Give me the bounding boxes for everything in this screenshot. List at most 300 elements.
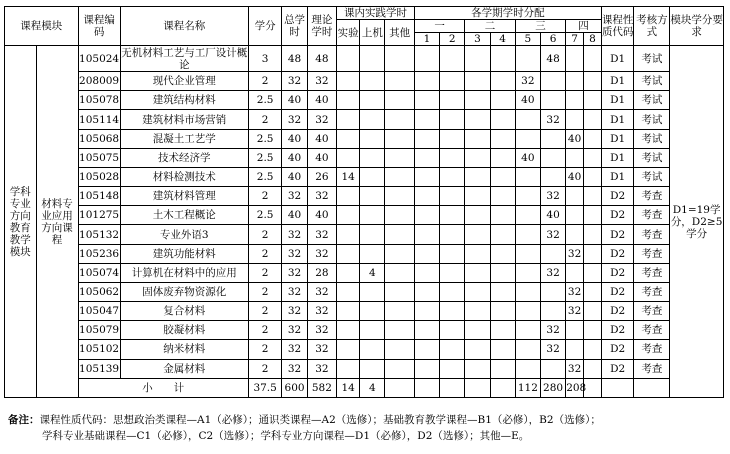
semester-2-hours bbox=[440, 72, 465, 91]
notes-line-1 bbox=[8, 412, 601, 428]
semester-7-hours: 40 bbox=[566, 167, 584, 186]
semester-3-hours bbox=[465, 46, 490, 72]
theory-hours: 40 bbox=[307, 148, 336, 167]
total-hours: 32 bbox=[282, 302, 307, 321]
lab-hours bbox=[337, 91, 360, 110]
semester-3-hours bbox=[465, 72, 490, 91]
course-code: 208009 bbox=[78, 72, 120, 91]
semester-5-hours bbox=[515, 340, 540, 359]
semester-8-hours bbox=[584, 187, 602, 206]
lab-hours bbox=[337, 72, 360, 91]
course-name: 胶凝材料 bbox=[120, 321, 248, 340]
course-credit: 3 bbox=[248, 46, 282, 72]
semester-3-hours bbox=[465, 110, 490, 129]
table-row bbox=[5, 167, 724, 186]
table-row bbox=[5, 110, 724, 129]
total-hours: 40 bbox=[282, 91, 307, 110]
exam-method: 考查 bbox=[634, 340, 670, 359]
lab-hours bbox=[337, 359, 360, 378]
course-credit: 2.5 bbox=[248, 129, 282, 148]
course-credit: 2 bbox=[248, 244, 282, 263]
semester-8-hours bbox=[584, 91, 602, 110]
total-hours: 32 bbox=[282, 187, 307, 206]
semester-1-hours bbox=[414, 110, 439, 129]
course-code: 105075 bbox=[78, 148, 120, 167]
semester-3-hours bbox=[465, 244, 490, 263]
other-hours bbox=[385, 129, 414, 148]
module-name: 学科专业方向教育教学模块 bbox=[5, 46, 37, 398]
total-hours: 32 bbox=[282, 282, 307, 301]
semester-5-hours: 40 bbox=[515, 148, 540, 167]
semester-4-hours bbox=[490, 129, 515, 148]
semester-5-hours bbox=[515, 244, 540, 263]
header-other: 其他 bbox=[385, 20, 414, 46]
semester-5-hours bbox=[515, 302, 540, 321]
notes-line-2: 学科专业基础课程—C1（必修），C2（选修）；学科专业方向课程—D1（必修），D2（选修）；其他—E。 bbox=[42, 430, 530, 442]
lab-hours bbox=[337, 110, 360, 129]
header-module: 课程模块 bbox=[5, 7, 79, 46]
semester-5-hours bbox=[515, 225, 540, 244]
course-name: 固体废弃物资源化 bbox=[120, 282, 248, 301]
semester-3-hours bbox=[465, 340, 490, 359]
other-hours bbox=[385, 167, 414, 186]
semester-1-hours bbox=[414, 72, 439, 91]
nature-code: D2 bbox=[601, 187, 634, 206]
semester-2-hours bbox=[440, 302, 465, 321]
theory-hours: 28 bbox=[307, 263, 336, 282]
semester-5-hours bbox=[515, 110, 540, 129]
course-code: 105114 bbox=[78, 110, 120, 129]
table-row bbox=[5, 340, 724, 359]
theory-hours: 32 bbox=[307, 244, 336, 263]
semester-4-hours bbox=[490, 282, 515, 301]
semester-5-hours bbox=[515, 129, 540, 148]
other-hours bbox=[385, 72, 414, 91]
semester-7-hours bbox=[566, 321, 584, 340]
subtotal-semester-4 bbox=[490, 378, 515, 397]
semester-1-hours bbox=[414, 263, 439, 282]
semester-1-hours bbox=[414, 129, 439, 148]
semester-8-hours bbox=[584, 340, 602, 359]
semester-4-hours bbox=[490, 110, 515, 129]
semester-8-hours bbox=[584, 110, 602, 129]
subtotal-exam bbox=[634, 378, 670, 397]
exam-method: 考查 bbox=[634, 225, 670, 244]
course-name: 材料检测技术 bbox=[120, 167, 248, 186]
header-theory-hours: 理论学时 bbox=[307, 7, 336, 46]
nature-code: D2 bbox=[601, 340, 634, 359]
semester-2-hours bbox=[440, 340, 465, 359]
semester-8-hours bbox=[584, 263, 602, 282]
semester-7-hours bbox=[566, 110, 584, 129]
nature-code: D2 bbox=[601, 206, 634, 225]
nature-code: D2 bbox=[601, 282, 634, 301]
course-credit: 2 bbox=[248, 282, 282, 301]
computer-hours bbox=[360, 167, 385, 186]
semester-6-hours: 32 bbox=[540, 187, 565, 206]
header-semester-distribution: 各学期学时分配 bbox=[414, 7, 601, 20]
table-row bbox=[5, 244, 724, 263]
course-code: 105062 bbox=[78, 282, 120, 301]
exam-method: 考查 bbox=[634, 263, 670, 282]
semester-2-hours bbox=[440, 321, 465, 340]
course-credit: 2 bbox=[248, 225, 282, 244]
course-table-body bbox=[5, 46, 724, 398]
subtotal-semester-8 bbox=[584, 378, 602, 397]
theory-hours: 26 bbox=[307, 167, 336, 186]
total-hours: 40 bbox=[282, 129, 307, 148]
semester-1-hours bbox=[414, 148, 439, 167]
table-row bbox=[5, 129, 724, 148]
table-row bbox=[5, 72, 724, 91]
semester-7-hours bbox=[566, 340, 584, 359]
course-credit: 2.5 bbox=[248, 167, 282, 186]
course-name: 复合材料 bbox=[120, 302, 248, 321]
header-total-hours: 总学时 bbox=[282, 7, 307, 46]
theory-hours: 32 bbox=[307, 340, 336, 359]
exam-method: 考试 bbox=[634, 46, 670, 72]
notes-label: 备注： bbox=[8, 414, 40, 426]
header-module-requirement: 模块学分要求 bbox=[670, 7, 724, 46]
header-exam-method: 考核方式 bbox=[634, 7, 670, 46]
header-sem-1: 1 bbox=[414, 33, 439, 46]
table-row bbox=[5, 263, 724, 282]
other-hours bbox=[385, 91, 414, 110]
course-credit: 2 bbox=[248, 187, 282, 206]
total-hours: 32 bbox=[282, 359, 307, 378]
nature-code: D1 bbox=[601, 167, 634, 186]
semester-2-hours bbox=[440, 206, 465, 225]
semester-5-hours bbox=[515, 206, 540, 225]
semester-4-hours bbox=[490, 148, 515, 167]
computer-hours bbox=[360, 72, 385, 91]
course-code: 105047 bbox=[78, 302, 120, 321]
computer-hours bbox=[360, 225, 385, 244]
header-sem-2: 2 bbox=[440, 33, 465, 46]
computer-hours bbox=[360, 46, 385, 72]
theory-hours: 32 bbox=[307, 321, 336, 340]
exam-method: 考查 bbox=[634, 187, 670, 206]
lab-hours bbox=[337, 340, 360, 359]
other-hours bbox=[385, 302, 414, 321]
computer-hours bbox=[360, 187, 385, 206]
theory-hours: 32 bbox=[307, 110, 336, 129]
exam-method: 考查 bbox=[634, 359, 670, 378]
course-credit: 2 bbox=[248, 340, 282, 359]
course-name: 计算机在材料中的应用 bbox=[120, 263, 248, 282]
subtotal-lab-hours: 14 bbox=[337, 378, 360, 397]
other-hours bbox=[385, 359, 414, 378]
semester-6-hours: 32 bbox=[540, 321, 565, 340]
semester-5-hours bbox=[515, 321, 540, 340]
course-name: 建筑结构材料 bbox=[120, 91, 248, 110]
subtotal-semester-6: 280 bbox=[540, 378, 565, 397]
semester-8-hours bbox=[584, 225, 602, 244]
theory-hours: 40 bbox=[307, 206, 336, 225]
header-sem-7: 7 bbox=[566, 33, 584, 46]
course-code: 105236 bbox=[78, 244, 120, 263]
exam-method: 考查 bbox=[634, 282, 670, 301]
other-hours bbox=[385, 340, 414, 359]
semester-5-hours: 32 bbox=[515, 72, 540, 91]
semester-7-hours: 32 bbox=[566, 359, 584, 378]
total-hours: 32 bbox=[282, 225, 307, 244]
semester-4-hours bbox=[490, 244, 515, 263]
subtotal-other-hours bbox=[385, 378, 414, 397]
semester-8-hours bbox=[584, 282, 602, 301]
table-row bbox=[5, 321, 724, 340]
semester-6-hours bbox=[540, 148, 565, 167]
theory-hours: 40 bbox=[307, 91, 336, 110]
lab-hours bbox=[337, 46, 360, 72]
header-name: 课程名称 bbox=[120, 7, 248, 46]
semester-5-hours bbox=[515, 282, 540, 301]
total-hours: 40 bbox=[282, 148, 307, 167]
table-row bbox=[5, 206, 724, 225]
nature-code: D1 bbox=[601, 129, 634, 148]
semester-8-hours bbox=[584, 206, 602, 225]
semester-3-hours bbox=[465, 282, 490, 301]
nature-code: D2 bbox=[601, 244, 634, 263]
subtotal-semester-3 bbox=[465, 378, 490, 397]
nature-code: D2 bbox=[601, 263, 634, 282]
semester-3-hours bbox=[465, 187, 490, 206]
course-name: 专业外语3 bbox=[120, 225, 248, 244]
table-row bbox=[5, 282, 724, 301]
lab-hours bbox=[337, 302, 360, 321]
semester-4-hours bbox=[490, 340, 515, 359]
semester-1-hours bbox=[414, 359, 439, 378]
subtotal-semester-1 bbox=[414, 378, 439, 397]
semester-6-hours: 32 bbox=[540, 110, 565, 129]
course-name: 混凝土工艺学 bbox=[120, 129, 248, 148]
computer-hours bbox=[360, 129, 385, 148]
semester-5-hours bbox=[515, 187, 540, 206]
semester-4-hours bbox=[490, 46, 515, 72]
course-name: 纳米材料 bbox=[120, 340, 248, 359]
semester-7-hours bbox=[566, 187, 584, 206]
header-year-4: 四 bbox=[566, 20, 602, 33]
nature-code: D2 bbox=[601, 302, 634, 321]
course-code: 105024 bbox=[78, 46, 120, 72]
semester-8-hours bbox=[584, 72, 602, 91]
semester-6-hours: 48 bbox=[540, 46, 565, 72]
semester-6-hours: 32 bbox=[540, 225, 565, 244]
subtotal-nature bbox=[601, 378, 634, 397]
computer-hours bbox=[360, 148, 385, 167]
theory-hours: 40 bbox=[307, 129, 336, 148]
nature-code: D1 bbox=[601, 46, 634, 72]
semester-1-hours bbox=[414, 302, 439, 321]
course-name: 建筑功能材料 bbox=[120, 244, 248, 263]
semester-4-hours bbox=[490, 263, 515, 282]
notes bbox=[8, 412, 601, 444]
course-credit: 2 bbox=[248, 72, 282, 91]
total-hours: 48 bbox=[282, 46, 307, 72]
other-hours bbox=[385, 282, 414, 301]
computer-hours: 4 bbox=[360, 263, 385, 282]
course-credit: 2 bbox=[248, 110, 282, 129]
semester-6-hours bbox=[540, 244, 565, 263]
course-credit: 2.5 bbox=[248, 206, 282, 225]
course-credit: 2.5 bbox=[248, 91, 282, 110]
subtotal-total-hours: 600 bbox=[282, 378, 307, 397]
header-sem-5: 5 bbox=[515, 33, 540, 46]
semester-5-hours bbox=[515, 263, 540, 282]
semester-6-hours bbox=[540, 129, 565, 148]
lab-hours bbox=[337, 225, 360, 244]
semester-7-hours: 40 bbox=[566, 129, 584, 148]
theory-hours: 32 bbox=[307, 282, 336, 301]
lab-hours bbox=[337, 187, 360, 206]
semester-3-hours bbox=[465, 148, 490, 167]
lab-hours bbox=[337, 206, 360, 225]
semester-2-hours bbox=[440, 167, 465, 186]
semester-4-hours bbox=[490, 72, 515, 91]
computer-hours bbox=[360, 340, 385, 359]
lab-hours bbox=[337, 148, 360, 167]
computer-hours bbox=[360, 359, 385, 378]
semester-7-hours bbox=[566, 46, 584, 72]
computer-hours bbox=[360, 321, 385, 340]
exam-method: 考查 bbox=[634, 321, 670, 340]
other-hours bbox=[385, 187, 414, 206]
semester-1-hours bbox=[414, 167, 439, 186]
semester-7-hours: 32 bbox=[566, 282, 584, 301]
computer-hours bbox=[360, 91, 385, 110]
notes-text-1: 课程性质代码：思想政治类课程—A1（必修）；通识类课程—A2（选修）；基础教育教学课程—B1（必修），B2（选修）； bbox=[39, 414, 601, 426]
subtotal-semester-7: 208 bbox=[566, 378, 584, 397]
lab-hours bbox=[337, 129, 360, 148]
semester-8-hours bbox=[584, 46, 602, 72]
semester-8-hours bbox=[584, 244, 602, 263]
nature-code: D1 bbox=[601, 91, 634, 110]
course-name: 无机材料工艺与工厂设计概论 bbox=[121, 46, 248, 71]
semester-3-hours bbox=[465, 321, 490, 340]
semester-8-hours bbox=[584, 321, 602, 340]
course-name: 土木工程概论 bbox=[120, 206, 248, 225]
semester-4-hours bbox=[490, 206, 515, 225]
theory-hours: 32 bbox=[307, 225, 336, 244]
semester-8-hours bbox=[584, 129, 602, 148]
course-name: 建筑材料市场营销 bbox=[120, 110, 248, 129]
header-sem-6: 6 bbox=[540, 33, 565, 46]
course-code: 105068 bbox=[78, 129, 120, 148]
semester-3-hours bbox=[465, 359, 490, 378]
semester-2-hours bbox=[440, 148, 465, 167]
other-hours bbox=[385, 148, 414, 167]
header-computer: 上机 bbox=[360, 20, 385, 46]
subtotal-theory-hours: 582 bbox=[307, 378, 336, 397]
module-requirement: D1=19学分，D2≥5学分 bbox=[670, 46, 724, 398]
semester-7-hours bbox=[566, 263, 584, 282]
semester-4-hours bbox=[490, 167, 515, 186]
semester-2-hours bbox=[440, 282, 465, 301]
semester-3-hours bbox=[465, 91, 490, 110]
lab-hours bbox=[337, 244, 360, 263]
exam-method: 考试 bbox=[634, 148, 670, 167]
semester-2-hours bbox=[440, 110, 465, 129]
subtotal-label: 小 计 bbox=[78, 378, 248, 397]
exam-method: 考查 bbox=[634, 244, 670, 263]
total-hours: 32 bbox=[282, 244, 307, 263]
semester-6-hours bbox=[540, 302, 565, 321]
semester-1-hours bbox=[414, 282, 439, 301]
semester-8-hours bbox=[584, 167, 602, 186]
exam-method: 考试 bbox=[634, 129, 670, 148]
header-nature-code: 课程性质代码 bbox=[601, 7, 634, 46]
computer-hours bbox=[360, 282, 385, 301]
nature-code: D2 bbox=[601, 225, 634, 244]
semester-6-hours: 32 bbox=[540, 263, 565, 282]
semester-1-hours bbox=[414, 187, 439, 206]
semester-6-hours bbox=[540, 91, 565, 110]
nature-code: D1 bbox=[601, 148, 634, 167]
other-hours bbox=[385, 206, 414, 225]
semester-4-hours bbox=[490, 187, 515, 206]
semester-7-hours bbox=[566, 206, 584, 225]
table-row bbox=[5, 359, 724, 378]
semester-5-hours bbox=[515, 359, 540, 378]
nature-code: D2 bbox=[601, 321, 634, 340]
semester-4-hours bbox=[490, 91, 515, 110]
semester-1-hours bbox=[414, 225, 439, 244]
course-name: 现代企业管理 bbox=[120, 72, 248, 91]
course-code: 105148 bbox=[78, 187, 120, 206]
exam-method: 考查 bbox=[634, 206, 670, 225]
other-hours bbox=[385, 225, 414, 244]
semester-7-hours: 32 bbox=[566, 244, 584, 263]
semester-4-hours bbox=[490, 321, 515, 340]
lab-hours: 14 bbox=[337, 167, 360, 186]
lab-hours bbox=[337, 321, 360, 340]
course-credit: 2 bbox=[248, 359, 282, 378]
table-row bbox=[5, 187, 724, 206]
semester-2-hours bbox=[440, 244, 465, 263]
semester-6-hours bbox=[540, 72, 565, 91]
exam-method: 考试 bbox=[634, 72, 670, 91]
nature-code: D1 bbox=[601, 72, 634, 91]
semester-6-hours bbox=[540, 359, 565, 378]
header-year-1: 一 bbox=[414, 20, 464, 33]
course-code: 105079 bbox=[78, 321, 120, 340]
header-sem-3: 3 bbox=[465, 33, 490, 46]
semester-6-hours: 32 bbox=[540, 340, 565, 359]
semester-6-hours: 40 bbox=[540, 206, 565, 225]
theory-hours: 32 bbox=[307, 359, 336, 378]
semester-3-hours bbox=[465, 225, 490, 244]
theory-hours: 32 bbox=[307, 302, 336, 321]
semester-7-hours bbox=[566, 225, 584, 244]
semester-2-hours bbox=[440, 359, 465, 378]
course-code: 105132 bbox=[78, 225, 120, 244]
subtotal-credit: 37.5 bbox=[248, 378, 282, 397]
semester-3-hours bbox=[465, 302, 490, 321]
course-code: 105102 bbox=[78, 340, 120, 359]
other-hours bbox=[385, 244, 414, 263]
lab-hours bbox=[337, 282, 360, 301]
theory-hours: 32 bbox=[307, 72, 336, 91]
semester-2-hours bbox=[440, 225, 465, 244]
semester-2-hours bbox=[440, 46, 465, 72]
computer-hours bbox=[360, 302, 385, 321]
semester-7-hours bbox=[566, 72, 584, 91]
semester-1-hours bbox=[414, 91, 439, 110]
semester-3-hours bbox=[465, 263, 490, 282]
table-row bbox=[5, 91, 724, 110]
header-credit: 学分 bbox=[248, 7, 282, 46]
theory-hours: 32 bbox=[307, 187, 336, 206]
